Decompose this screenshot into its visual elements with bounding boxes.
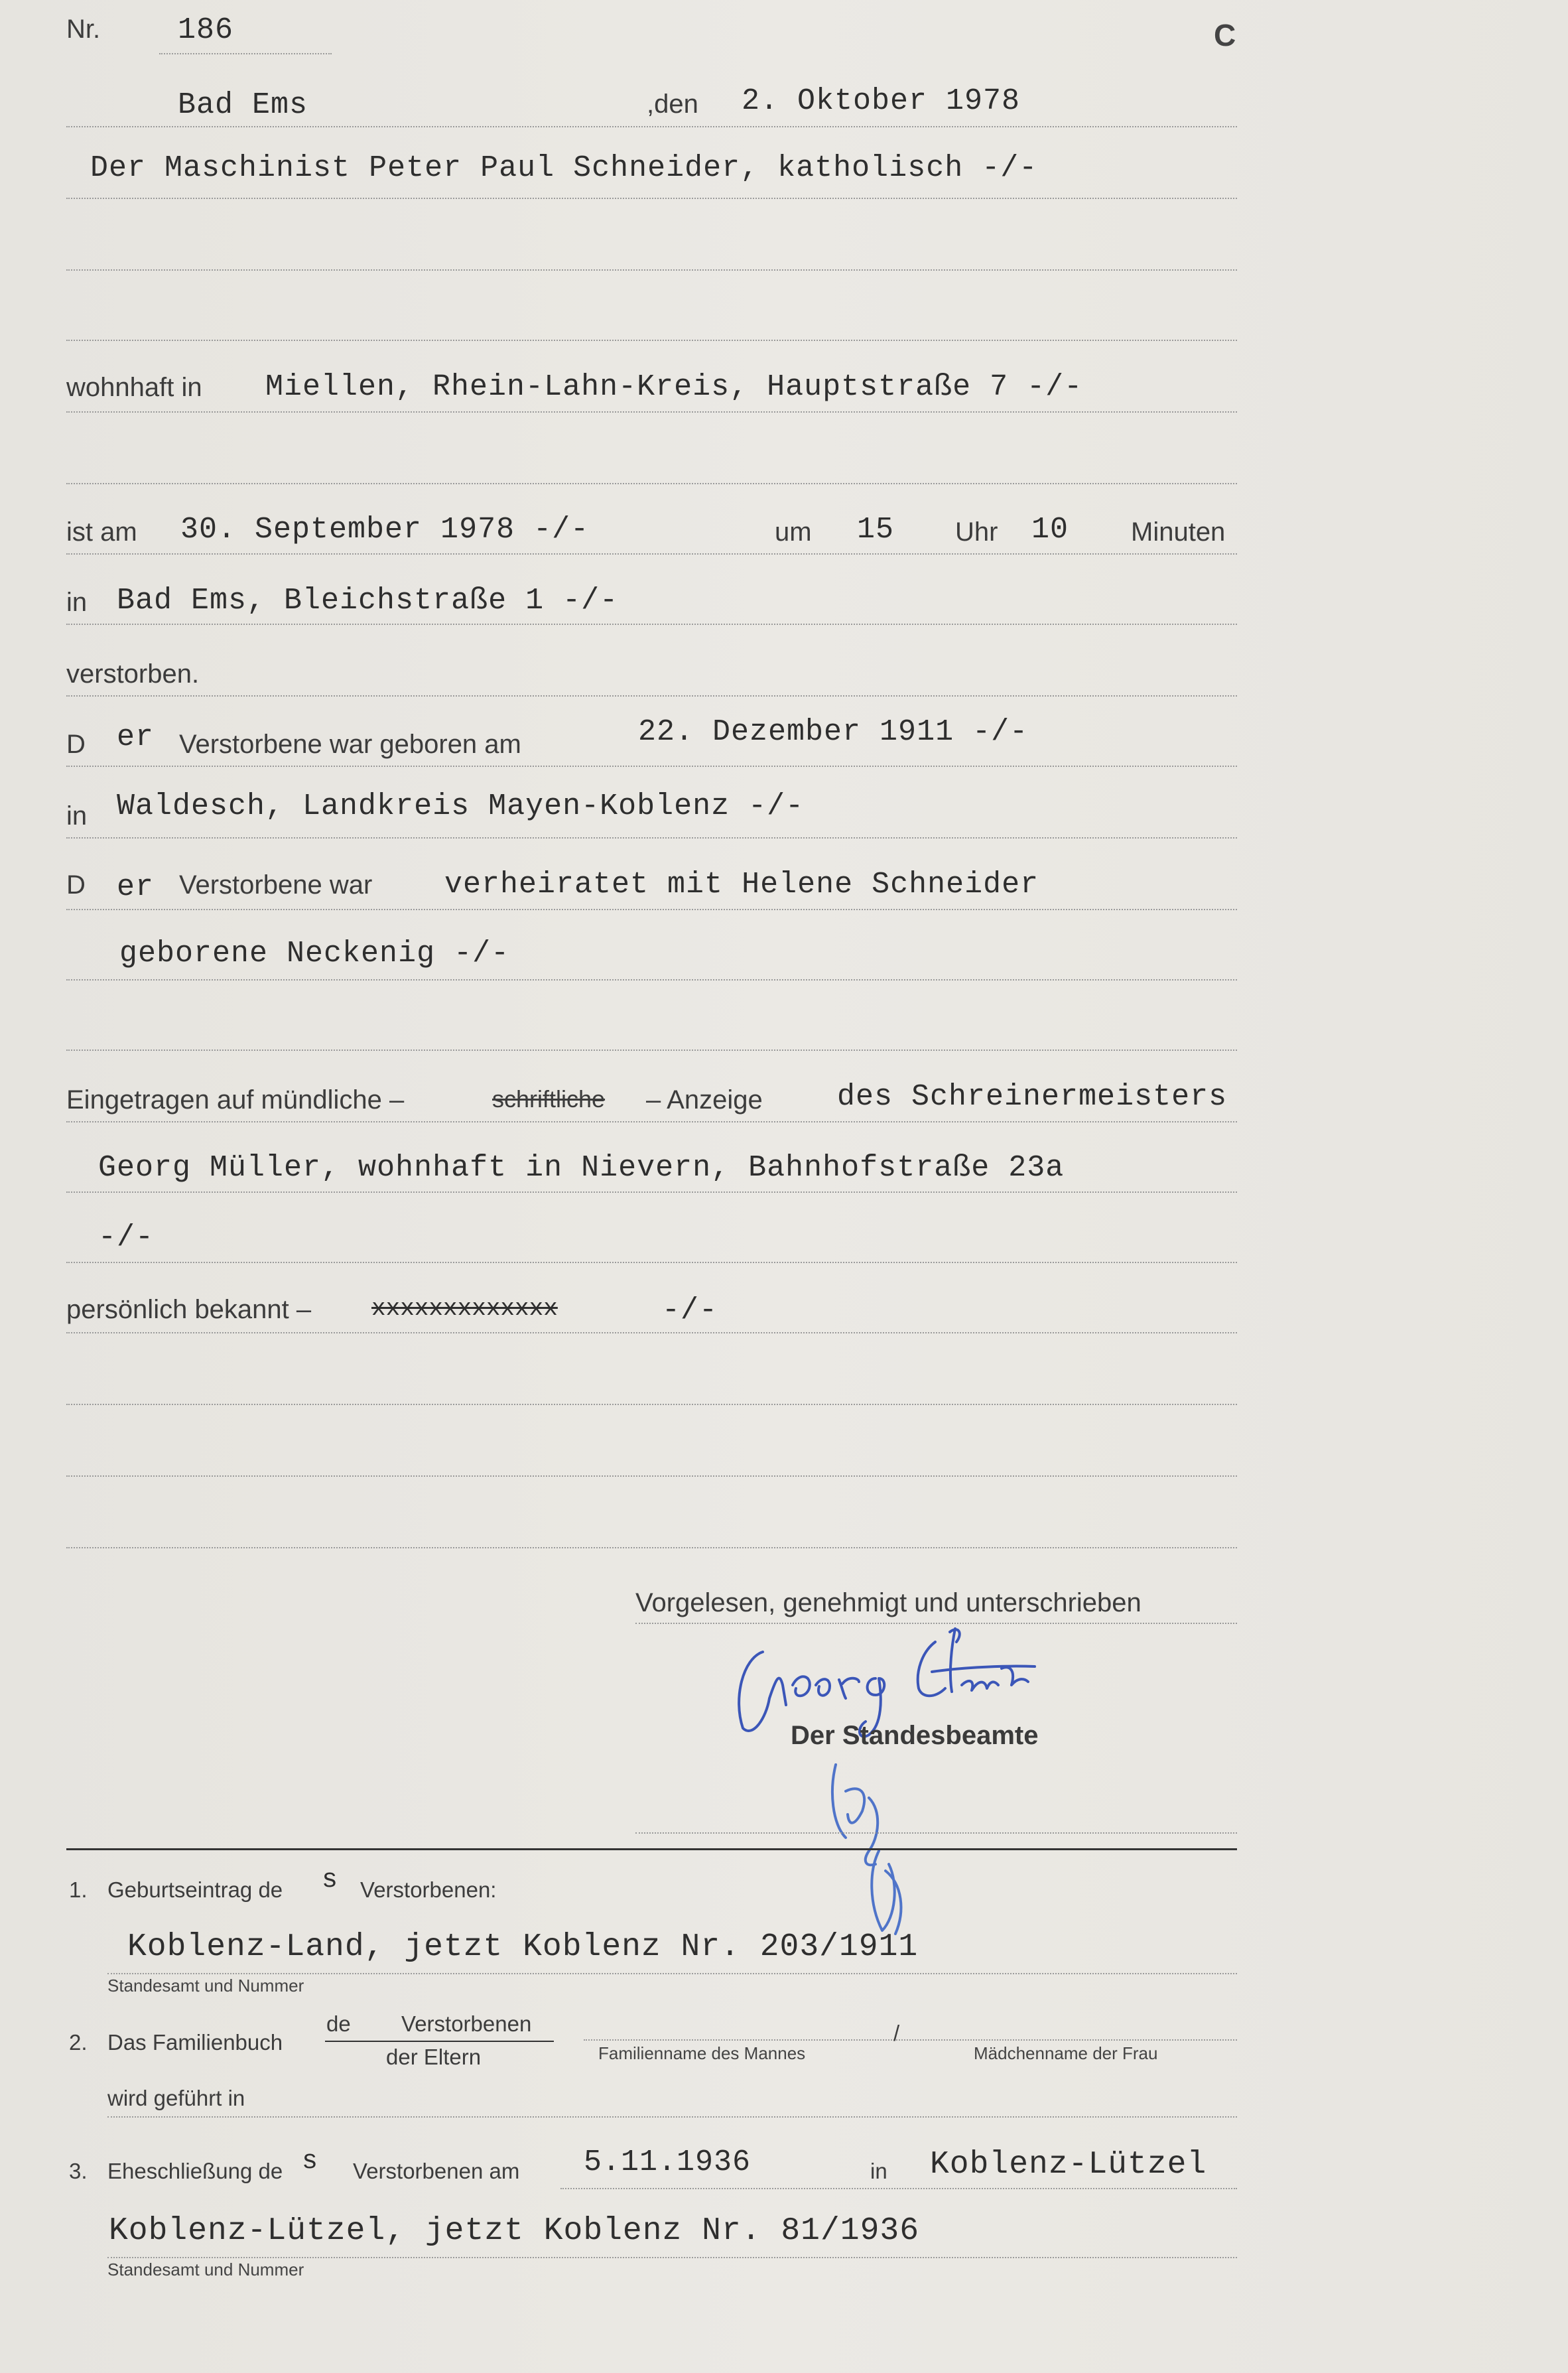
note2-caption-wife: Mädchenname der Frau — [974, 2043, 1158, 2063]
place: Bad Ems — [178, 88, 308, 122]
reported-struck: schriftliche — [492, 1085, 606, 1113]
rule — [635, 1832, 1237, 1834]
rule — [66, 126, 1237, 127]
note1-caption: Standesamt und Nummer — [107, 1976, 304, 1996]
note2-label: Das Familienbuch — [107, 2030, 283, 2055]
rule — [66, 340, 1237, 341]
fraction-bar — [325, 2041, 554, 2042]
note2-label2: wird geführt in — [107, 2086, 245, 2110]
rule — [66, 1191, 1237, 1193]
reporter2: Georg Müller, wohnhaft in Nievern, Bahnhofstraße 23a — [98, 1151, 1065, 1185]
rule — [66, 198, 1237, 199]
rule — [66, 909, 1237, 910]
separator-line — [66, 1848, 1237, 1850]
note2-de: de — [326, 2011, 351, 2036]
note3-label: Eheschließung de — [107, 2159, 283, 2183]
note2-num: 2. — [69, 2030, 88, 2055]
rule — [107, 2257, 1237, 2258]
married-d: D — [66, 870, 86, 900]
rule — [66, 269, 1237, 271]
rule — [584, 2039, 1237, 2041]
death-place: Bad Ems, Bleichstraße 1 -/- — [117, 584, 619, 618]
born-label: Verstorbene war geboren am — [179, 730, 521, 759]
rule — [66, 1475, 1237, 1477]
rule — [66, 837, 1237, 839]
time-um: um — [775, 517, 812, 547]
note3-date: 5.11.1936 — [584, 2145, 751, 2179]
note3-caption: Standesamt und Nummer — [107, 2260, 304, 2279]
born-in-label: in — [66, 801, 88, 831]
died-word: verstorben. — [66, 659, 200, 689]
rule — [66, 1050, 1237, 1051]
reporter3: -/- — [98, 1221, 155, 1254]
rule — [66, 1332, 1237, 1333]
reported-label: Eingetragen auf mündliche – — [66, 1085, 405, 1115]
rule — [107, 2116, 1237, 2118]
died-date: 30. September 1978 -/- — [180, 513, 590, 547]
known-end: -/- — [662, 1294, 718, 1327]
corner-letter: C — [1214, 18, 1236, 52]
rule — [66, 483, 1237, 484]
married-label: Verstorbene war — [179, 870, 373, 900]
read-label: Vorgelesen, genehmigt und unterschrieben — [635, 1588, 1142, 1617]
rule — [66, 624, 1237, 625]
married-er: er — [117, 870, 155, 904]
died-label: ist am — [66, 517, 137, 547]
death-in-label: in — [66, 588, 88, 617]
rule — [560, 2188, 1237, 2189]
rule — [66, 766, 1237, 767]
note1-label2: Verstorbenen: — [360, 1877, 497, 1902]
born-place: Waldesch, Landkreis Mayen-Koblenz -/- — [117, 789, 805, 823]
rule — [66, 1547, 1237, 1548]
minute: 10 — [1031, 513, 1069, 547]
nr-label: Nr. — [66, 15, 101, 44]
nr-value: 186 — [178, 13, 234, 47]
rule — [66, 1121, 1237, 1122]
note1-s: s — [322, 1865, 339, 1895]
note3-in: in — [870, 2159, 887, 2183]
born-d: D — [66, 730, 86, 759]
rule — [66, 553, 1237, 555]
residence: Miellen, Rhein-Lahn-Kreis, Hauptstraße 7 -/- — [265, 370, 1083, 404]
reporter: des Schreinermeisters — [837, 1080, 1228, 1114]
rule — [66, 979, 1237, 981]
hour-label: Uhr — [955, 517, 998, 547]
person: Der Maschinist Peter Paul Schneider, katholisch -/- — [90, 151, 1038, 185]
rule — [66, 1404, 1237, 1405]
minute-label: Minuten — [1131, 517, 1226, 547]
note3-value: Koblenz-Lützel, jetzt Koblenz Nr. 81/1936 — [109, 2213, 919, 2249]
rule — [159, 53, 332, 54]
note3-num: 3. — [69, 2159, 88, 2183]
note2-slash: / — [893, 2021, 900, 2045]
hour: 15 — [857, 513, 895, 547]
note3-s: s — [302, 2147, 319, 2177]
born-er: er — [117, 720, 155, 754]
note2-caption-husband: Familienname des Mannes — [598, 2043, 806, 2063]
rule — [66, 695, 1237, 697]
note2-bottom: der Eltern — [386, 2045, 482, 2069]
registrar-label: Der Standesbeamte — [791, 1721, 1039, 1750]
reported-label2: – Anzeige — [646, 1085, 763, 1115]
known-label: persönlich bekannt – — [66, 1295, 312, 1324]
note2-top: Verstorbenen — [401, 2011, 532, 2036]
rule — [66, 411, 1237, 413]
note1-num: 1. — [69, 1877, 88, 1902]
note3-label2: Verstorbenen am — [353, 2159, 520, 2183]
born-date: 22. Dezember 1911 -/- — [638, 715, 1029, 749]
note1-label: Geburtseintrag de — [107, 1877, 283, 1902]
note3-place: Koblenz-Lützel — [930, 2147, 1207, 2183]
rule — [66, 1262, 1237, 1263]
date-prefix: ,den — [647, 90, 698, 119]
rule — [107, 1973, 1237, 1974]
married-text: verheiratet mit Helene Schneider — [444, 868, 1039, 902]
married-text2: geborene Neckenig -/- — [119, 937, 510, 971]
known-struck: xxxxxxxxxxxxx — [371, 1295, 558, 1322]
residence-label: wohnhaft in — [66, 373, 202, 402]
signature-registrar — [822, 1751, 922, 1937]
note1-value: Koblenz-Land, jetzt Koblenz Nr. 203/1911 — [127, 1929, 919, 1965]
date: 2. Oktober 1978 — [742, 84, 1021, 118]
